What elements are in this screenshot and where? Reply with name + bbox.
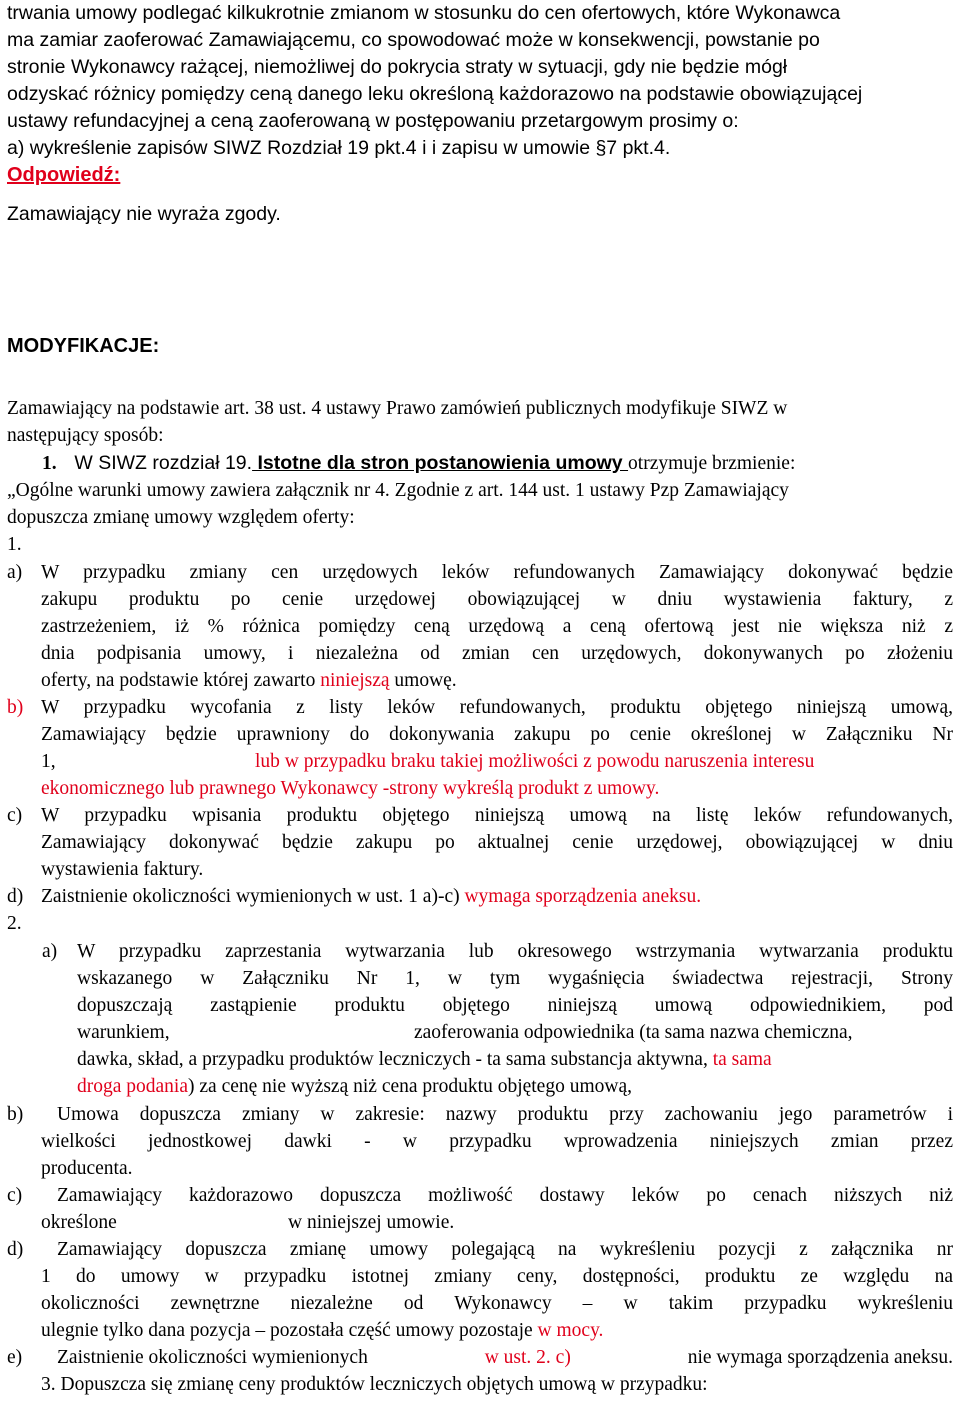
clause-text: dawka, skład, a przypadku produktów leczniczych - ta sama substancja aktywna, — [77, 1049, 713, 1070]
clause-line — [41, 883, 701, 910]
red-text: w ust. 2. c) — [484, 1347, 571, 1368]
clause-line: Zamawiający każdorazowo dopuszcza możliwość dostawy leków po cenach niższych niż — [57, 1185, 953, 1206]
answer-heading: Odpowiedź: — [7, 164, 121, 186]
quote-line: dopuszcza zmianę umowy względem oferty: — [7, 507, 355, 528]
clause-text: w niniejszej umowie. — [288, 1212, 455, 1233]
clause-label: e) — [7, 1347, 23, 1368]
red-text: w mocy. — [537, 1320, 604, 1341]
clause-label: c) — [7, 1185, 23, 1206]
intro-line: stronie Wykonawcy rażącej, niemożliwej do pokrycia straty w sytuacji, gdy nie będzie mógł — [7, 56, 788, 78]
clause-line: Zamawiający będzie uprawniony do dokonywania zakupu po cenie określonej w Załączniku Nr — [41, 724, 953, 745]
clause-text: umowę. — [389, 670, 457, 691]
clause-line — [57, 1344, 953, 1371]
clause-line: dopuszczają zastąpienie produktu objętego niniejszą umową odpowiednikiem, pod — [77, 995, 953, 1016]
clause-line: W przypadku wycofania z listy leków refundowanych, produktu objętego niniejszą umową, — [41, 697, 953, 718]
clause-text: określone — [41, 1212, 117, 1233]
intro-line: a) wykreślenie zapisów SIWZ Rozdział 19 pkt.4 i i zapisu w umowie §7 pkt.4. — [7, 137, 671, 159]
clause-line: wskazanego w Załączniku Nr 1, w tym wygaśnięcia świadectwa rejestracji, Strony — [77, 968, 953, 989]
clause-label: d) — [7, 1239, 24, 1260]
intro-line: ustawy refundacyjnej a ceną zaoferowaną w postępowaniu przetargowym prosimy o: — [7, 110, 739, 132]
modifications-intro-line: następujący sposób: — [7, 425, 164, 446]
intro-line: ma zamiar zaoferować Zamawiającemu, co spowodować może w konsekwencji, powstanie po — [7, 29, 820, 51]
clause-line: zakupu produktu po cenie urzędowej obowiązującej w dniu wystawienia faktury, z — [41, 589, 953, 610]
clause-line: okoliczności zewnętrzne niezależne od Wykonawcy – w takim przypadku wykreśleniu — [41, 1293, 953, 1314]
clause-line: wystawienia faktury. — [41, 859, 204, 880]
clause-line — [77, 1073, 632, 1100]
modifications-intro-line: Zamawiający na podstawie art. 38 ust. 4 ustawy Prawo zamówień publicznych modyfikuje SIWZ w — [7, 398, 788, 419]
clause-line — [41, 1317, 603, 1344]
clause-text: warunkiem, — [77, 1022, 170, 1043]
clause-line: dnia podpisania umowy, i niezależna od zmian cen urzędowych, dokonywanych po złożeniu — [41, 643, 953, 664]
intro-line: odzyskać różnicy pomiędzy ceną danego leku określoną każdorazowo na podstawie obowiązującej — [7, 83, 863, 105]
clause-line — [41, 1209, 455, 1236]
item-1 — [42, 450, 795, 477]
clause-text: zaoferowania odpowiednika (ta sama nazwa chemiczna, — [414, 1022, 853, 1043]
quote-line: „Ogólne warunki umowy zawiera załącznik nr 4. Zgodnie z art. 144 ust. 1 ustawy Pzp Zamawiający — [7, 480, 789, 501]
red-text: ta sama — [712, 1049, 772, 1070]
item-suffix: otrzymuje brzmienie: — [628, 453, 796, 474]
clause-line: wielkości jednostkowej dawki - w przypadku wprowadzenia niniejszych zmian przez — [41, 1131, 953, 1152]
clause-line — [41, 748, 815, 775]
item-title: Istotne dla stron postanowienia umowy — [252, 452, 629, 474]
clause-text: nie wymaga sporządzenia aneksu. — [687, 1347, 953, 1368]
red-text: ekonomicznego lub prawnego Wykonawcy -strony wykreślą produkt z umowy. — [41, 778, 660, 799]
clause-text: 1, — [41, 751, 56, 772]
item-number: 1. — [42, 453, 57, 474]
clause-line: W przypadku wpisania produktu objętego niniejszą umową na listę leków refundowanych, — [41, 805, 953, 826]
section-number: 1. — [7, 534, 22, 555]
modifications-heading: MODYFIKACJE: — [7, 335, 160, 357]
clause-line: Umowa dopuszcza zmiany w zakresie: nazwy produktu przy zachowaniu jego parametrów i — [57, 1104, 953, 1125]
red-text: lub w przypadku braku takiej możliwości z powodu naruszenia interesu — [255, 751, 815, 772]
section-3-line: 3. Dopuszcza się zmianę ceny produktów leczniczych objętych umową w przypadku: — [41, 1374, 708, 1395]
clause-label: d) — [7, 886, 24, 907]
clause-line: producenta. — [41, 1158, 133, 1179]
clause-line — [77, 1019, 853, 1046]
red-text: wymaga sporządzenia aneksu. — [464, 886, 702, 907]
intro-line: trwania umowy podlegać kilkukrotnie zmianom w stosunku do cen ofertowych, które Wykonawca — [7, 2, 841, 24]
clause-label: b) — [7, 1104, 24, 1125]
clause-line — [41, 667, 457, 694]
clause-line: 1 do umowy w przypadku istotnej zmiany ceny, dostępności, produktu ze względu na — [41, 1266, 953, 1287]
answer-text: Zamawiający nie wyraża zgody. — [7, 203, 281, 225]
clause-text: ) za cenę nie wyższą niż cena produktu objętego umową, — [188, 1076, 632, 1097]
clause-text: oferty, na podstawie której zawarto — [41, 670, 321, 691]
clause-text: ulegnie tylko dana pozycja – pozostała część umowy pozostaje — [41, 1320, 538, 1341]
clause-text: Zaistnienie okoliczności wymienionych — [57, 1347, 368, 1368]
clause-label: c) — [7, 805, 23, 826]
section-number: 2. — [7, 913, 22, 934]
clause-label: a) — [7, 562, 23, 583]
clause-line: W przypadku zaprzestania wytwarzania lub okresowego wstrzymania wytwarzania produktu — [77, 941, 953, 962]
red-text: niniejszą — [320, 670, 390, 691]
clause-line: zastrzeżeniem, iż % różnica pomiędzy ceną urzędową a ceną ofertową jest nie większa niż z — [41, 616, 953, 637]
clause-line: Zamawiający dokonywać będzie zakupu po aktualnej cenie urzędowej, obowiązującej w dniu — [41, 832, 953, 853]
clause-line — [77, 1046, 772, 1073]
clause-line: W przypadku zmiany cen urzędowych leków refundowanych Zamawiający dokonywać będzie — [41, 562, 953, 583]
item-prefix: W SIWZ rozdział 19. — [74, 452, 253, 474]
clause-label: a) — [42, 941, 58, 962]
clause-text: Zaistnienie okoliczności wymienionych w ust. 1 a)-c) — [41, 886, 465, 907]
red-text: droga podania — [77, 1076, 189, 1097]
clause-label: b) — [7, 697, 24, 718]
clause-line: Zamawiający dopuszcza zmianę umowy polegającą na wykreśleniu pozycji z załącznika nr — [57, 1239, 953, 1260]
